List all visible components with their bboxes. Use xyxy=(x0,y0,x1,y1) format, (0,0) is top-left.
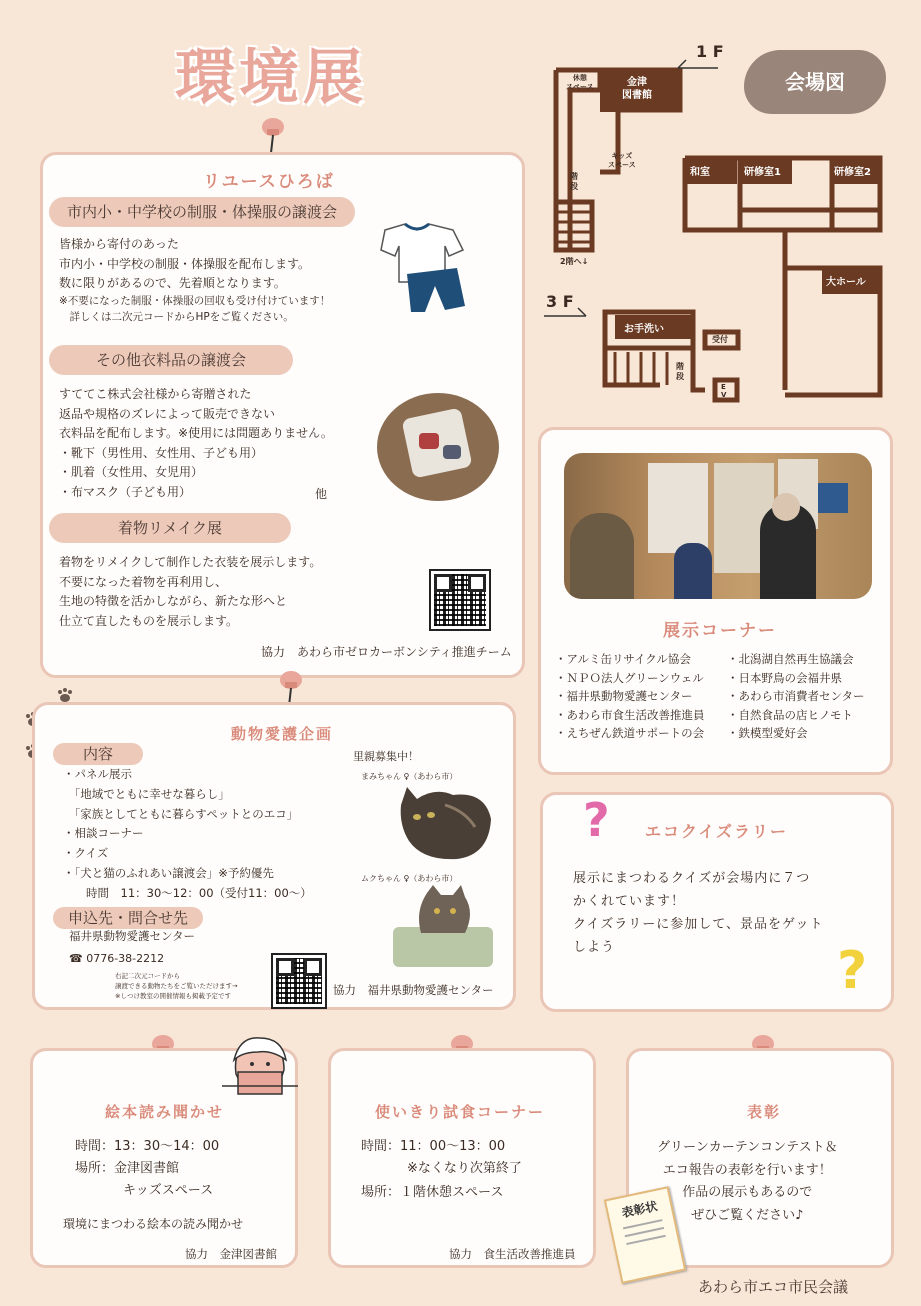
map-badge: 会場図 xyxy=(744,50,886,114)
cat1-caption: まみちゃん ♀（あわら市） xyxy=(361,772,458,781)
quiz-title: エコクイズラリー xyxy=(645,822,789,841)
qr-code[interactable] xyxy=(431,571,489,629)
child-reading-icon xyxy=(220,1030,300,1100)
tasting-note: ※なくなり次第終了 xyxy=(407,1161,522,1176)
contact-phone: ☎ 0776-38-2212 xyxy=(69,952,165,965)
exhibit-title: 展示コーナー xyxy=(663,621,777,641)
storytime-cooperation: 協力 金津図書館 xyxy=(185,1247,277,1261)
tasting-title: 使いきり試食コーナー xyxy=(375,1103,546,1121)
certificate-icon: 表彰状 xyxy=(604,1186,686,1284)
clothes-heading: その他衣料品の譲渡会 xyxy=(49,345,293,375)
foster-label: 里親募集中！ xyxy=(353,750,419,763)
exhibit-photo xyxy=(564,453,872,599)
training1-label: 研修室1 xyxy=(744,167,781,178)
question-mark-icon: ? xyxy=(837,941,868,1001)
library-label: 金津 図書館 xyxy=(622,77,652,101)
ev-label: E V xyxy=(721,383,727,399)
exhibitor-item: ・えちぜん鉄道サポートの会 xyxy=(555,726,705,740)
stairs2-label: 階 段 xyxy=(676,362,684,381)
tasting-cooperation: 協力 食生活改善推進員 xyxy=(449,1247,576,1261)
cat2-caption: ムクちゃん ♀（あわら市） xyxy=(361,874,458,883)
tasting-place: 場所：１階休憩スペース xyxy=(361,1185,504,1200)
content-label: 内容 xyxy=(53,743,143,765)
exhibitor-item: ・日本野鳥の会福井県 xyxy=(727,670,842,685)
animal-cooperation: 協力 福井県動物愛護センター xyxy=(333,983,494,997)
exhibit-list-left xyxy=(555,650,705,743)
animal-qr-code[interactable] xyxy=(273,955,325,1007)
question-mark-icon: ? xyxy=(583,793,610,847)
to-2f-label: 2階へ↓ xyxy=(560,257,589,266)
contact-org: 福井県動物愛護センター xyxy=(69,929,196,943)
clothes-photo xyxy=(377,393,499,501)
cat1-photo xyxy=(395,775,495,865)
animal-title: 動物愛護企画 xyxy=(231,725,334,743)
washitsu-label: 和室 xyxy=(690,167,710,178)
clothes-etc: 他 xyxy=(315,487,328,501)
storytime-desc: 環境にまつわる絵本の読み聞かせ xyxy=(63,1217,244,1231)
exhibitor-item: ・北潟湖自然再生協議会 xyxy=(727,652,854,666)
floor-3f: 3 F xyxy=(546,292,574,311)
contact-label: 申込先・問合せ先 xyxy=(53,907,203,929)
reuse-card xyxy=(40,152,525,678)
footer-org: あわら市エコ市民会議 xyxy=(698,1278,849,1296)
stairs-label: 階 段 xyxy=(570,172,578,191)
quiz-card xyxy=(540,792,894,1012)
kimono-text: 着物をリメイクして制作した衣装を展示します。 不要になった着物を再利用し、 生地の特徴を活かしながら、新たな形へと 仕立て直したものを展示します。 xyxy=(59,555,322,628)
uniform-text: 皆様から寄付のあった 市内小・中学校の制服・体操服を配布します。 数に限りがあるので、先着順となります。 xyxy=(59,237,311,290)
tasting-time: 時間：11：00〜13：00 xyxy=(361,1139,506,1154)
kimono-heading: 着物リメイク展 xyxy=(49,513,291,543)
big-hall-label: 大ホール xyxy=(826,277,866,288)
reception-label: 受付 xyxy=(712,335,728,344)
clothes-text: すててこ株式会社様から寄贈された 返品や規格のズレによって販売できない 衣料品を配布します。※使用には問題ありません。 ・靴下（男性用、女性用、子ども用） ・肌着（女性用、女児用） ・布マスク（子ども用） xyxy=(59,387,333,499)
exhibitor-item: ・福井県動物愛護センター xyxy=(555,689,693,703)
reuse-cooperation: 協力 あわら市ゼロカーボンシティ推進チーム xyxy=(261,645,512,659)
rest-space-label: 休憩 スペース xyxy=(566,74,594,91)
exhibitor-item: ・自然食品の店ヒノモト xyxy=(727,707,853,722)
storytime-place: 場所：金津図書館 xyxy=(75,1161,180,1176)
storytime-title: 絵本読み聞かせ xyxy=(105,1103,225,1121)
training2-label: 研修室2 xyxy=(834,167,871,178)
uniform-note: ※不要になった制服・体操服の回収も受け付けています！ 詳しくは二次元コードからHPをご覧ください。 xyxy=(59,295,331,323)
floor-1f: 1 F xyxy=(696,42,724,61)
cat2-photo xyxy=(391,883,495,969)
animal-content: ・パネル展示 「地域でともに幸せな暮らし」 「家族としてともに暮らすペットとのエコ」 ・相談コーナー ・クイズ ・「犬と猫のふれあい譲渡会」※予約優先 時間 11：30〜12：00（受付11：00〜） xyxy=(63,767,312,900)
uniform-heading: 市内小・中学校の制服・体操服の譲渡会 xyxy=(49,197,355,227)
reuse-title: リユースひろば xyxy=(203,172,335,192)
animal-card xyxy=(32,702,516,1010)
award-title: 表彰 xyxy=(747,1103,782,1121)
award-text: グリーンカーテンコンテスト＆ エコ報告の表彰を行います！ 作品の展示もあるので ぜひご覧ください♪ xyxy=(657,1140,838,1223)
storytime-time: 時間：13：30〜14：00 xyxy=(75,1139,220,1154)
exhibitor-item: ・ＮＰＯ法人グリーンウェル xyxy=(555,670,704,685)
pushpin-icon xyxy=(258,115,288,155)
kids-space-label: キッズ スペース xyxy=(608,152,636,169)
tasting-card xyxy=(328,1048,596,1268)
uniform-illustration xyxy=(375,220,475,325)
exhibit-list-right xyxy=(727,650,865,743)
restroom-label: お手洗い xyxy=(624,324,664,335)
exhibitor-item: ・あわら市食生活改善推進員 xyxy=(555,707,705,722)
quiz-text: 展示にまつわるクイズが会場内に７つ かくれています！ クイズラリーに参加して、景品をゲット しよう xyxy=(573,871,824,955)
qr-note: 右記二次元コードから 譲渡できる動物たちをご覧いただけます→ ※しつけ教室の開催情報も掲載予定です xyxy=(115,972,238,1000)
exhibitor-item: ・鉄模型愛好会 xyxy=(727,726,808,740)
exhibitor-item: ・あわら市消費者センター xyxy=(727,689,865,703)
venue-map xyxy=(540,40,900,410)
exhibit-card xyxy=(538,427,893,775)
main-title: 環境展 xyxy=(175,43,367,113)
storytime-place2: キッズスペース xyxy=(123,1183,214,1198)
exhibitor-item: ・アルミ缶リサイクル協会 xyxy=(555,652,691,666)
